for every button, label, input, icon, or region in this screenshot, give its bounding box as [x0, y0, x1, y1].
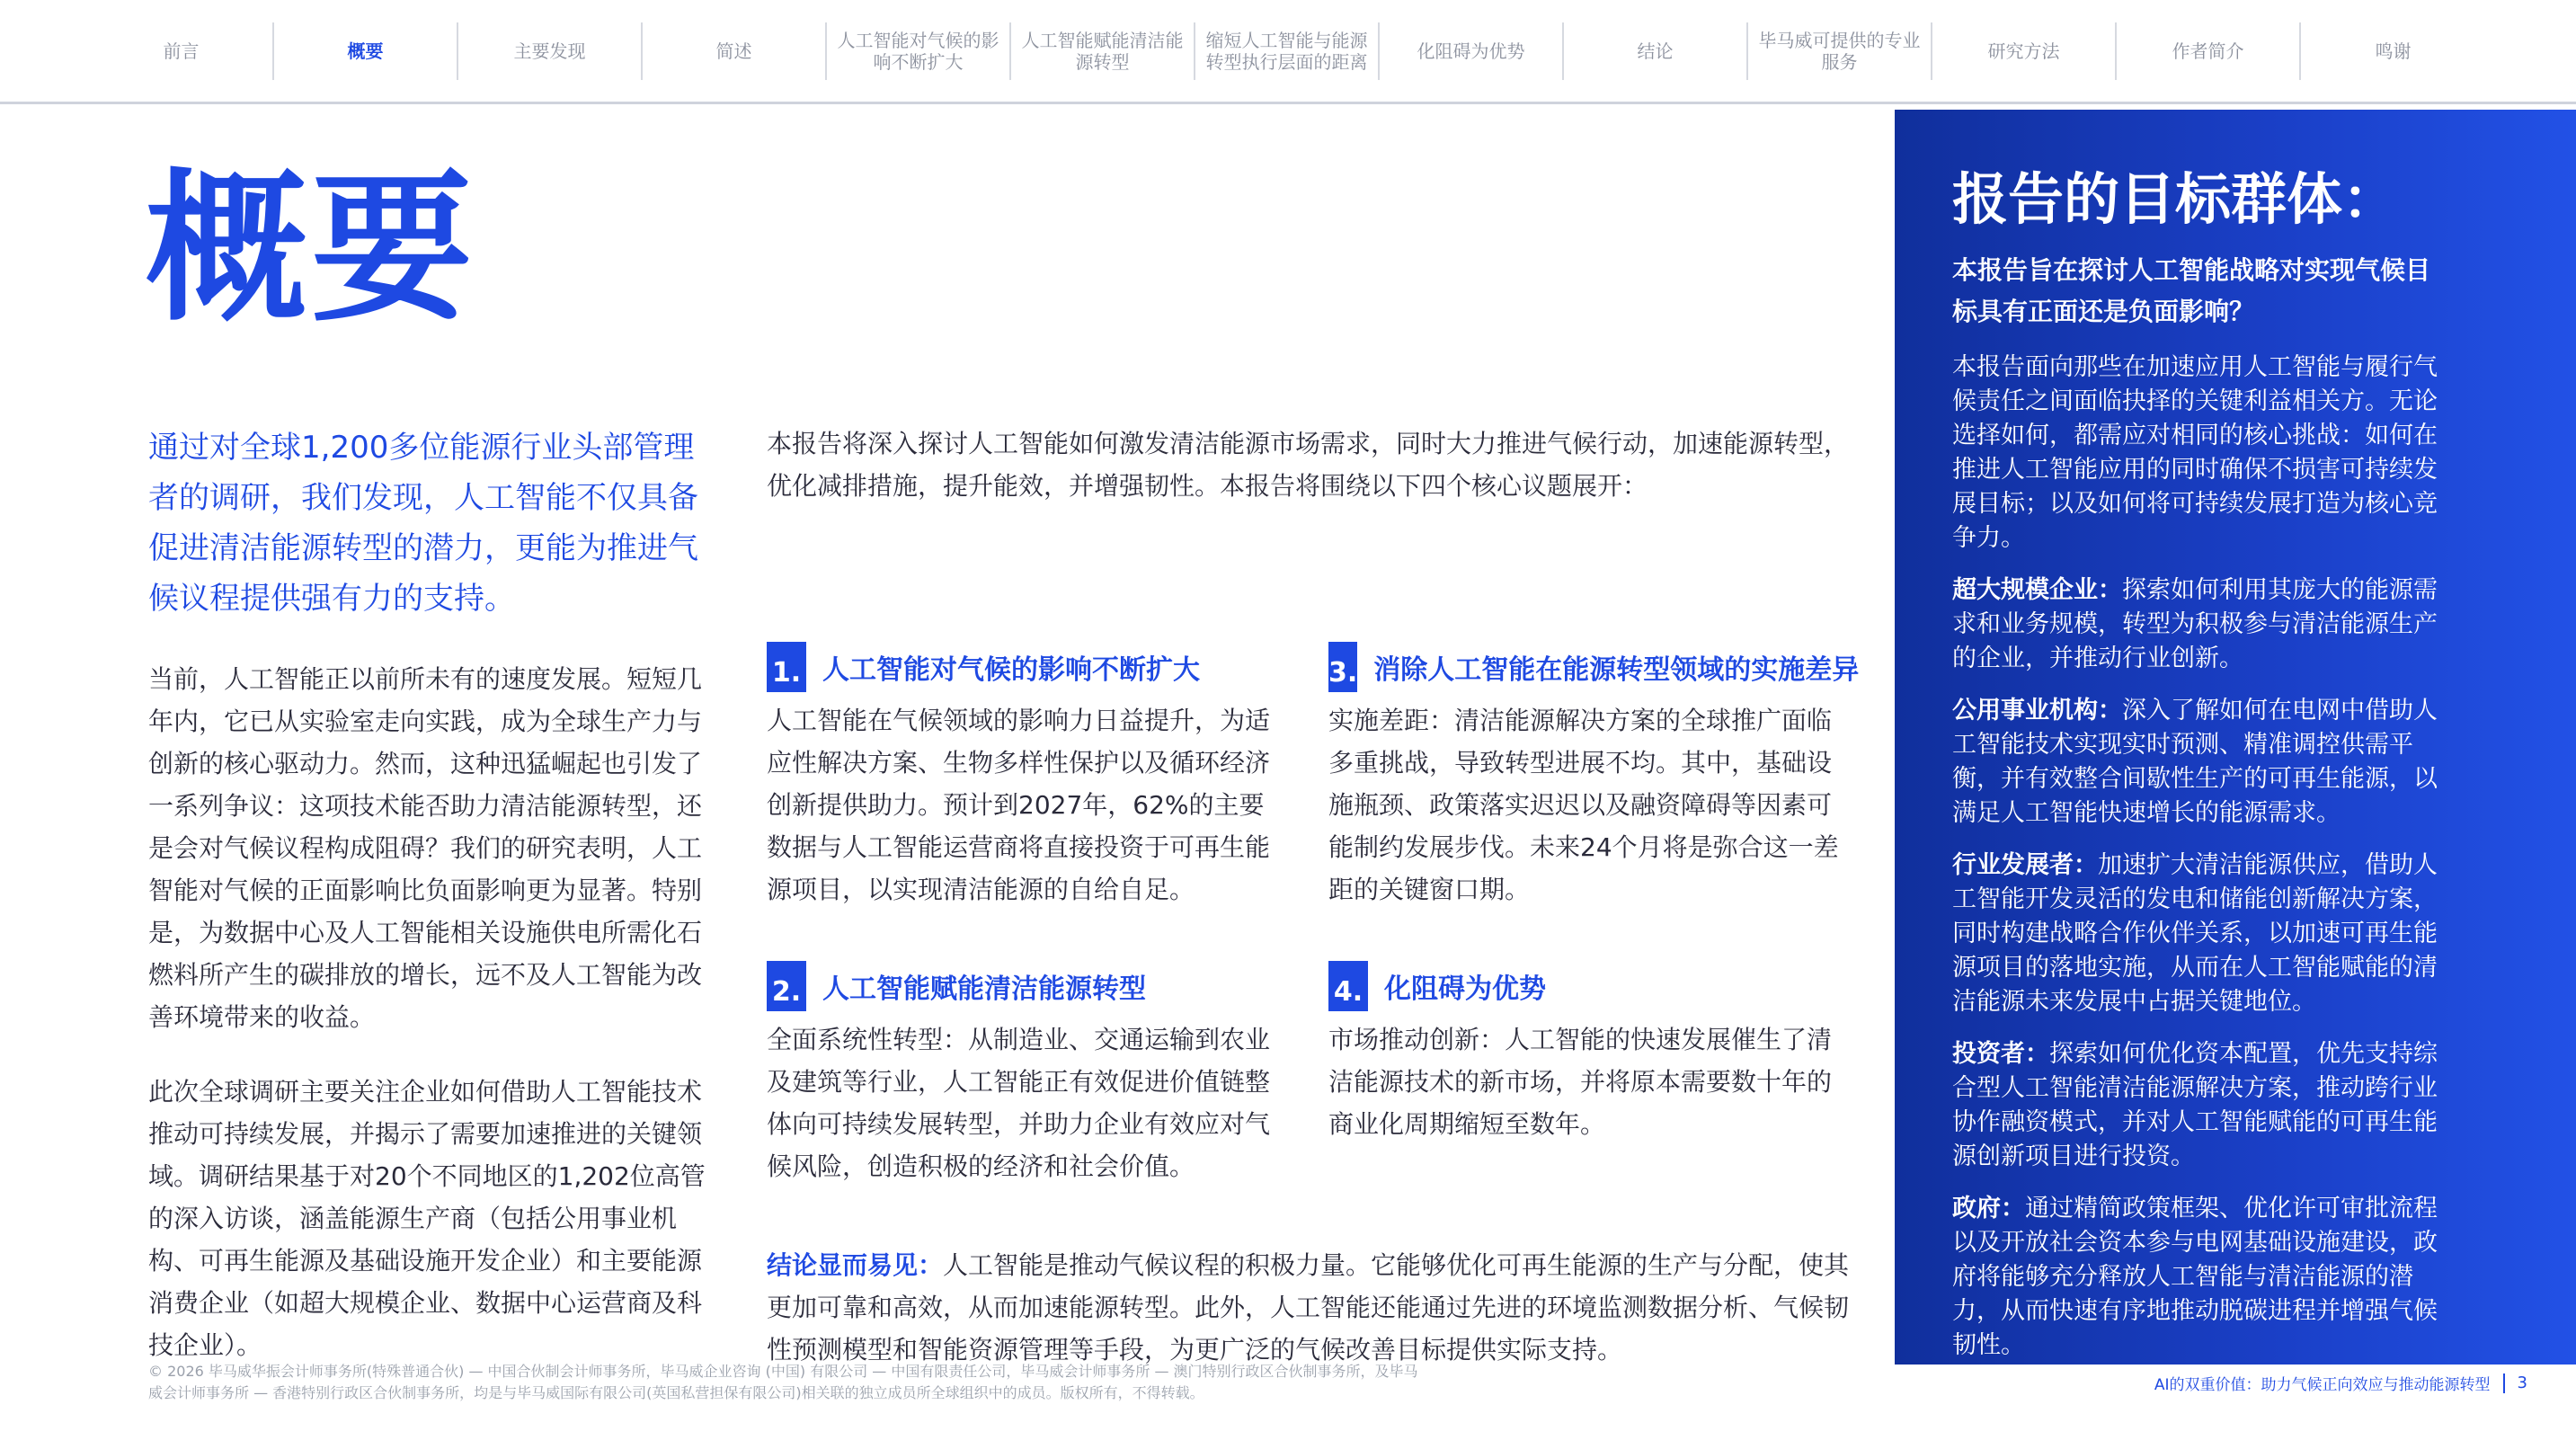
- panel-question: 本报告旨在探讨人工智能战略对实现气候目标具有正面还是负面影响？: [1952, 255, 2431, 326]
- body-paragraph-2: 此次全球调研主要关注企业如何借助人工智能技术推动可持续发展，并揭示了需要加速推进的关键领域。调研结果基于对20个不同地区的1,202位高管的深入访谈，涵盖能源生产商（包括公用事业机构、可再生能源及基础设施开发企业）和主要能源消费企业（如超大规模企业、数据中心运营商及科技企业）。: [148, 1077, 706, 1360]
- topic-2-body: 全面系统性转型：从制造业、交通运输到农业及建筑等行业，人工智能正有效促进价值链整体向可持续发展转型，并助力企业有效应对气候风险，创造积极的经济和社会价值。: [767, 1025, 1271, 1181]
- topic-1-title: 人工智能对气候的影响不断扩大: [822, 654, 1200, 686]
- footer-report-info: [2082, 1372, 2576, 1394]
- topic-3: [1328, 642, 1860, 911]
- audience-text: 深入了解如何在电网中借助人工智能技术实现实时预测、精准调控供需平衡，并有效整合间歇性生产的可再生能源，以满足人工智能快速增长的能源需求。: [1952, 697, 2438, 827]
- audience-label: 政府：: [1952, 1195, 2025, 1222]
- panel-title: 报告的目标群体：: [1952, 166, 2399, 232]
- middle-column: [767, 422, 1872, 1365]
- nav-tab-conclusion[interactable]: 结论: [1564, 22, 1748, 80]
- conclusion-paragraph: [767, 1244, 1872, 1371]
- intro-paragraph: 本报告将深入探讨人工智能如何激发清洁能源市场需求，同时大力推进气候行动，加速能源转型，优化减排措施，提升能效，并增强韧性。本报告将围绕以下四个核心议题展开：: [767, 429, 1850, 501]
- audience-text: 加速扩大清洁能源供应，借助人工智能开发灵活的发电和储能创新解决方案，同时构建战略合作伙伴关系，以加速可再生能源项目的落地实施，从而在人工智能赋能的清洁能源未来发展中占据关键地位。: [1952, 851, 2438, 1016]
- topics-grid: [767, 507, 1872, 1365]
- nav-tab-ai-clean-energy[interactable]: 人工智能赋能清洁能源转型: [1011, 22, 1195, 80]
- topic-1-number: 1.: [767, 642, 806, 692]
- audience-text: 探索如何优化资本配置，优先支持综合型人工智能清洁能源解决方案，推动跨行业协作融资模式，并对人工智能赋能的可再生能源创新项目进行投资。: [1952, 1040, 2438, 1170]
- topic-1-body: 人工智能在气候领域的影响力日益提升，为适应性解决方案、生物多样性保护以及循环经济创新提供助力。预计到2027年，62%的主要数据与人工智能运营商将直接投资于可再生能源项目，以实现清洁能源的自给自足。: [767, 706, 1271, 904]
- topic-1: [767, 642, 1279, 911]
- topic-2-number: 2.: [767, 961, 806, 1011]
- nav-tab-obstacles-advantages[interactable]: 化阻碍为优势: [1380, 22, 1564, 80]
- nav-tab-closing-gap[interactable]: 缩短人工智能与能源转型执行层面的距离: [1195, 22, 1380, 80]
- footer-copyright: © 2026 毕马威华振会计师事务所(特殊普通合伙) — 中国合伙制会计师事务所，毕马威企业咨询 (中国) 有限公司 — 中国有限责任公司，毕马威会计师事务所 — 澳门特别行政区合伙制事务所，及毕马威会计师事务所 — 香港特别行政区合伙制事务所，均是与毕马威国际有限公司(英国私营担保有限公司)相关联的独立成员所全球组织中的成员。版权所有，不得转载。: [148, 1363, 1418, 1401]
- top-nav: [0, 0, 2576, 104]
- panel-intro: 本报告面向那些在加速应用人工智能与履行气候责任之间面临抉择的关键利益相关方。无论选择如何，都需应对相同的核心挑战：如何在推进人工智能应用的同时确保不损害可持续发展目标；以及如何将可持续发展打造为核心竞争力。: [1952, 353, 2438, 552]
- footer-divider: [2503, 1373, 2505, 1393]
- audience-label: 公用事业机构：: [1952, 697, 2122, 724]
- topic-4-number: 4.: [1328, 961, 1368, 1011]
- conclusion-text: 人工智能是推动气候议程的积极力量。它能够优化可再生能源的生产与分配，使其更加可靠和高效，从而加速能源转型。此外，人工智能还能通过先进的环境监测数据分析、气候韧性预测模型和智能资源管理等手段，为更广泛的气候改善目标提供实际支持。: [767, 1250, 1850, 1365]
- topic-3-body: 实施差距：清洁能源解决方案的全球推广面临多重挑战，导致转型进展不均。其中，基础设施瓶颈、政策落实迟迟以及融资障碍等因素可能制约发展步伐。未来24个月将是弥合这一差距的关键窗口期。: [1328, 706, 1839, 904]
- audience-hyperscalers: [1952, 573, 2441, 676]
- nav-tab-ai-climate-impact[interactable]: 人工智能对气候的影响不断扩大: [827, 22, 1011, 80]
- lead-paragraph: 通过对全球1,200多位能源行业头部管理者的调研，我们发现，人工智能不仅具备促进清洁能源转型的潜力，更能为推进气候议程提供强有力的支持。: [148, 430, 698, 617]
- audience-investors: [1952, 1037, 2441, 1174]
- body-paragraph-1: 当前，人工智能正以前所未有的速度发展。短短几年内，它已从实验室走向实践，成为全球生产力与创新的核心驱动力。然而，这种迅猛崛起也引发了一系列争议：这项技术能否助力清洁能源转型，还是会对气候议程构成阻碍？我们的研究表明，人工智能对气候的正面影响比负面影响更为显著。特别是，为数据中心及人工智能相关设施供电所需化石燃料所产生的碳排放的增长，远不及人工智能为改善环境带来的收益。: [148, 664, 703, 1032]
- topic-3-number: 3.: [1328, 642, 1357, 692]
- nav-tab-foreword[interactable]: 前言: [90, 22, 274, 80]
- audience-panel: [1895, 110, 2576, 1365]
- topic-4-heading: [1328, 961, 1841, 1011]
- topic-4: [1328, 961, 1841, 1145]
- nav-tab-overview[interactable]: 简述: [643, 22, 827, 80]
- audience-label: 行业发展者：: [1952, 851, 2098, 879]
- audience-label: 超大规模企业：: [1952, 576, 2122, 604]
- topic-2-heading: [767, 961, 1279, 1011]
- page-number: 3: [2517, 1373, 2527, 1392]
- nav-tab-acknowledgements[interactable]: 鸣谢: [2375, 40, 2412, 62]
- audience-text: 探索如何利用其庞大的能源需求和业务规模，转型为积极参与清洁能源生产的企业，并推动行业创新。: [1952, 576, 2438, 672]
- conclusion-label: 结论显而易见：: [767, 1250, 944, 1280]
- topic-3-title: 消除人工智能在能源转型领域的实施差异: [1373, 654, 1860, 686]
- topic-2: [767, 961, 1279, 1187]
- left-column: [148, 422, 716, 1399]
- topic-3-heading: [1328, 642, 1860, 692]
- topic-4-body: 市场推动创新：人工智能的快速发展催生了清洁能源技术的新市场，并将原本需要数十年的商业化周期缩短至数年。: [1328, 1025, 1833, 1139]
- nav-tab-kpmg-services[interactable]: 毕马威可提供的专业服务: [1748, 22, 1932, 80]
- nav-tab-executive-summary[interactable]: 概要: [274, 22, 458, 80]
- audience-developers: [1952, 849, 2441, 1019]
- audience-government: [1952, 1192, 2441, 1363]
- nav-tab-authors[interactable]: 作者简介: [2117, 22, 2301, 80]
- audience-text: 通过精简政策框架、优化许可审批流程以及开放社会资本参与电网基础设施建设，政府将能够充分释放人工智能与清洁能源的潜力，从而快速有序地推动脱碳进程并增强气候韧性。: [1952, 1195, 2438, 1359]
- audience-utilities: [1952, 694, 2441, 831]
- nav-tab-key-findings[interactable]: 主要发现: [458, 22, 643, 80]
- page-title: 概要: [146, 156, 477, 343]
- footer-report-title: AI的双重价值：助力气候正向效应与推动能源转型: [2154, 1376, 2491, 1394]
- topic-2-title: 人工智能赋能清洁能源转型: [822, 973, 1146, 1005]
- nav-tab-methodology[interactable]: 研究方法: [1932, 22, 2117, 80]
- audience-label: 投资者：: [1952, 1040, 2049, 1068]
- topic-4-title: 化阻碍为优势: [1384, 973, 1546, 1005]
- topic-1-heading: [767, 642, 1279, 692]
